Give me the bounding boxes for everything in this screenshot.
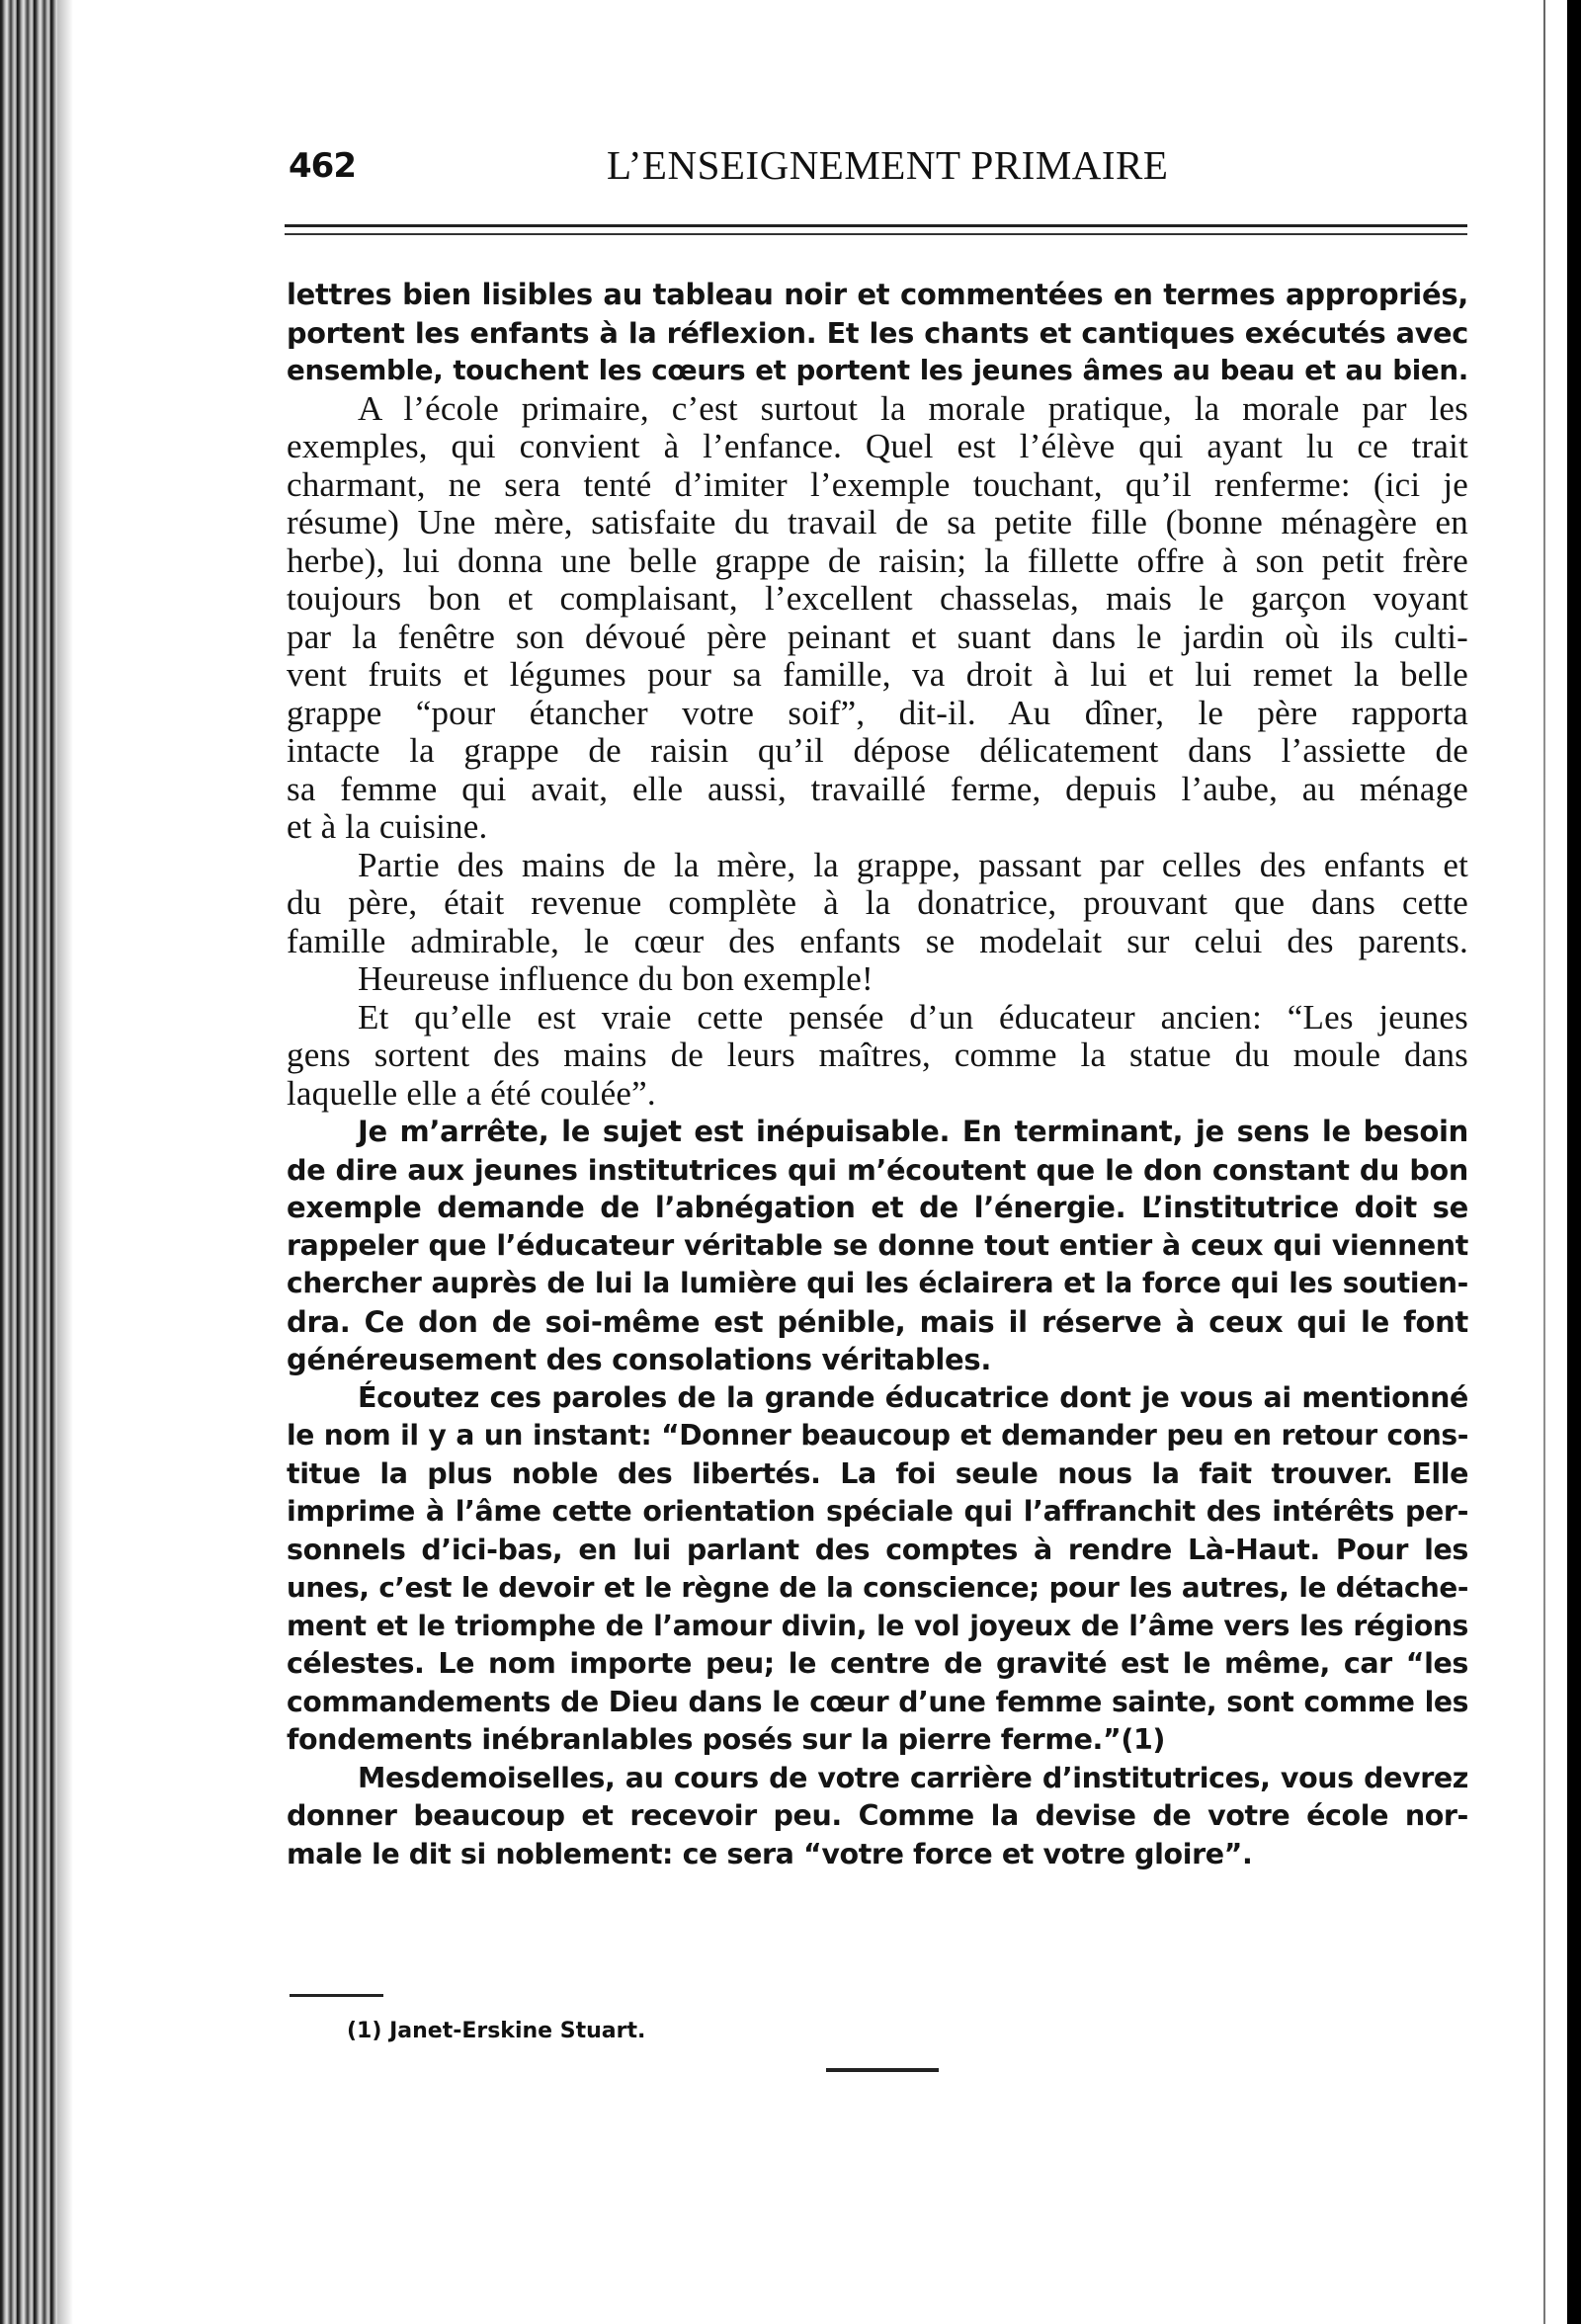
- text-line: célestes. Le nom importe peu; le centre de gravité est le même, car “les: [287, 1647, 1468, 1680]
- text-line: lettres bien lisibles au tableau noir et commentées en termes appropriés,: [287, 278, 1468, 311]
- text-line: rappeler que l’éducateur véritable se donne tout entier à ceux qui viennent: [287, 1228, 1468, 1262]
- page-number: 462: [289, 146, 356, 186]
- text-line: unes, c’est le devoir et le règne de la conscience; pour les autres, le détache-: [287, 1571, 1468, 1604]
- text-line: titue la plus noble des libertés. La foi seule nous la fait trouver. Elle: [287, 1456, 1468, 1490]
- text-line: Je m’arrête, le sujet est inépuisable. En terminant, je sens le besoin: [358, 1115, 1468, 1148]
- text-line: du père, était revenue complète à la donatrice, prouvant que dans cette: [287, 883, 1468, 922]
- text-line: A l’école primaire, c’est surtout la morale pratique, la morale par les: [358, 388, 1468, 428]
- header-rule-top: [285, 224, 1467, 227]
- text-line: de dire aux jeunes institutrices qui m’écoutent que le don constant du bon: [287, 1152, 1468, 1187]
- text-line: portent les enfants à la réflexion. Et les chants et cantiques exécutés avec: [287, 315, 1468, 350]
- scan-border: [1567, 0, 1581, 2324]
- book-fore-edge: [0, 0, 57, 2324]
- text-line: Et qu’elle est vraie cette pensée d’un éducateur ancien: “Les jeunes: [358, 997, 1468, 1037]
- text-line: vent fruits et légumes pour sa famille, va droit à lui et lui remet la belle: [287, 655, 1468, 694]
- text-line: donner beaucoup et recevoir peu. Comme la devise de votre école nor-: [287, 1799, 1468, 1832]
- text-line: imprime à l’âme cette orientation spéciale qui l’affranchit des intérêts per-: [287, 1495, 1468, 1528]
- text-line: Partie des mains de la mère, la grappe, passant par celles des enfants et: [358, 845, 1468, 884]
- text-line: résume) Une mère, satisfaite du travail de sa petite fille (bonne ménagère en: [287, 503, 1468, 541]
- text-line: généreusement des consolations véritables.: [287, 1343, 992, 1376]
- text-line: par la fenêtre son dévoué père peinant et suant dans le jardin où ils culti-: [287, 617, 1468, 656]
- text-line: ensemble, touchent les cœurs et portent les jeunes âmes au beau et au bien.: [287, 354, 1468, 386]
- text-line: sonnels d’ici-bas, en lui parlant des comptes à rendre Là-Haut. Pour les: [287, 1533, 1468, 1566]
- text-line: Mesdemoiselles, au cours de votre carrière d’institutrices, vous devrez: [358, 1761, 1468, 1794]
- text-line: chercher auprès de lui la lumière qui les éclairera et la force qui les soutien-: [287, 1267, 1468, 1299]
- text-line: le nom il y a un instant: “Donner beaucoup et demander peu en retour cons-: [287, 1419, 1468, 1452]
- text-line: herbe), lui donna une belle grappe de raisin; la fillette offre à son petit frère: [287, 540, 1468, 580]
- text-line: famille admirable, le cœur des enfants se modelait sur celui des parents.: [287, 921, 1468, 960]
- footnote-rule: [290, 1994, 383, 1997]
- text-line: gens sortent des mains de leurs maîtres, comme la statue du moule dans: [287, 1036, 1468, 1074]
- text-line: Écoutez ces paroles de la grande éducatrice dont je vous ai mentionné: [358, 1380, 1468, 1414]
- body-text: [287, 276, 1468, 1873]
- running-title: L’ENSEIGNEMENT PRIMAIRE: [607, 142, 1169, 188]
- text-line: commandements de Dieu dans le cœur d’une femme sainte, sont comme les: [287, 1685, 1468, 1718]
- text-line: exemple demande de l’abnégation et de l’énergie. L’institutrice doit se: [287, 1191, 1468, 1224]
- text-line: et à la cuisine.: [287, 807, 488, 846]
- page-gutter-shadow: [57, 0, 73, 2324]
- footnote: (1) Janet-Erskine Stuart.: [347, 2019, 646, 2043]
- text-line: Heureuse influence du bon exemple!: [358, 959, 874, 998]
- text-line: dra. Ce don de soi-même est pénible, mais il réserve à ceux qui le font: [287, 1304, 1468, 1339]
- text-line: toujours bon et complaisant, l’excellent chasselas, mais le garçon voyant: [287, 579, 1468, 618]
- text-line: male le dit si noblement: ce sera “votre force et votre gloire”.: [287, 1837, 1253, 1870]
- text-line: exemples, qui convient à l’enfance. Quel est l’élève qui ayant lu ce trait: [287, 427, 1468, 465]
- end-rule: [826, 2068, 939, 2072]
- text-line: fondements inébranlables posés sur la pierre ferme.”(1): [287, 1723, 1165, 1756]
- text-line: ment et le triomphe de l’amour divin, le vol joyeux de l’âme vers les régions: [287, 1609, 1468, 1642]
- text-line: laquelle elle a été coulée”.: [287, 1073, 656, 1113]
- text-line: charmant, ne sera tenté d’imiter l’exemple touchant, qu’il renferme: (ici je: [287, 464, 1468, 504]
- header-rule-bottom: [285, 233, 1467, 235]
- text-line: intacte la grappe de raisin qu’il dépose délicatement dans l’assiette de: [287, 731, 1468, 770]
- page-edge-line: [1543, 0, 1545, 2324]
- text-line: grappe “pour étancher votre soif”, dit-il. Au dîner, le père rapporta: [287, 693, 1468, 732]
- text-line: sa femme qui avait, elle aussi, travaillé ferme, depuis l’aube, au ménage: [287, 769, 1468, 808]
